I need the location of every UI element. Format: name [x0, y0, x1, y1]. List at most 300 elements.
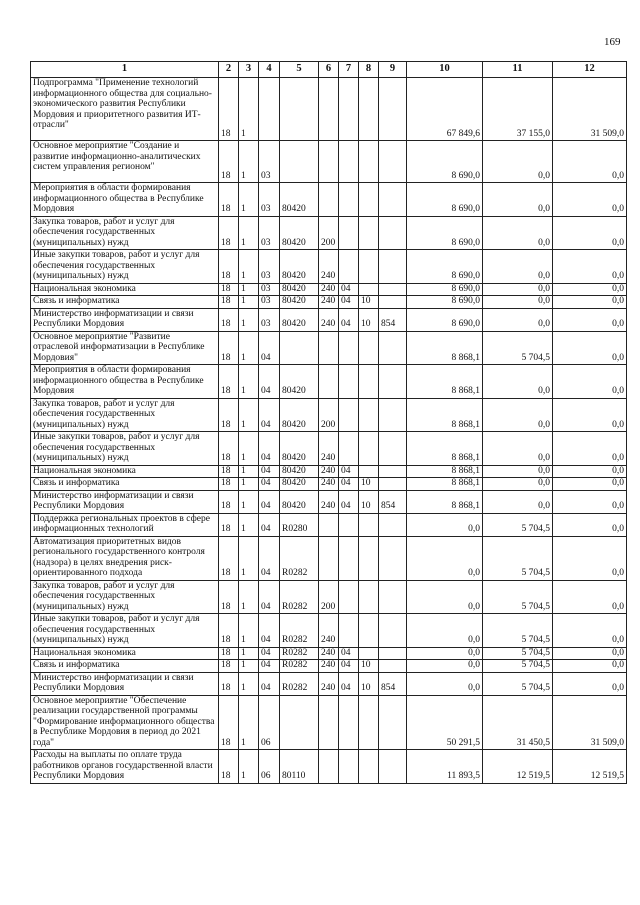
code-col-3: 1	[239, 250, 259, 284]
amount-col-11: 37 155,0	[483, 78, 553, 141]
code-col-5	[280, 141, 319, 183]
amount-col-12: 0,0	[553, 331, 627, 365]
row-name: Мероприятия в области формирования информационного общества в Республике Мордовия	[31, 365, 219, 399]
code-col-3: 1	[239, 536, 259, 580]
code-col-2: 18	[219, 647, 239, 660]
amount-col-10: 11 893,5	[407, 750, 483, 784]
code-col-9	[379, 331, 407, 365]
code-col-5: 80420	[280, 216, 319, 250]
header-cell: 9	[379, 62, 407, 78]
amount-col-12: 0,0	[553, 465, 627, 478]
code-col-3: 1	[239, 283, 259, 296]
code-col-4: 04	[259, 513, 280, 536]
code-col-2: 18	[219, 695, 239, 750]
amount-col-10: 8 868,1	[407, 432, 483, 466]
code-col-3: 1	[239, 695, 259, 750]
amount-col-12: 0,0	[553, 513, 627, 536]
code-col-2: 18	[219, 183, 239, 217]
table-row	[31, 750, 627, 784]
amount-col-11: 31 450,5	[483, 695, 553, 750]
code-col-4: 03	[259, 283, 280, 296]
amount-col-11: 0,0	[483, 308, 553, 331]
code-col-2: 18	[219, 296, 239, 309]
table-row	[31, 647, 627, 660]
header-cell: 11	[483, 62, 553, 78]
code-col-7: 04	[339, 296, 359, 309]
code-col-3: 1	[239, 432, 259, 466]
amount-col-11: 5 704,5	[483, 331, 553, 365]
code-col-5: 80420	[280, 183, 319, 217]
code-col-3: 1	[239, 478, 259, 491]
code-col-3: 1	[239, 308, 259, 331]
code-col-5: 80420	[280, 478, 319, 491]
code-col-7	[339, 250, 359, 284]
code-col-7	[339, 580, 359, 614]
code-col-7: 04	[339, 478, 359, 491]
code-col-7	[339, 365, 359, 399]
amount-col-10: 8 690,0	[407, 216, 483, 250]
code-col-6: 240	[319, 614, 339, 648]
code-col-3: 1	[239, 580, 259, 614]
table-row	[31, 490, 627, 513]
code-col-9	[379, 398, 407, 432]
table-row	[31, 465, 627, 478]
code-col-8	[359, 750, 379, 784]
code-col-4: 03	[259, 183, 280, 217]
code-col-3: 1	[239, 647, 259, 660]
table-row	[31, 331, 627, 365]
code-col-4: 04	[259, 672, 280, 695]
code-col-9	[379, 660, 407, 673]
code-col-4: 04	[259, 614, 280, 648]
amount-col-11: 0,0	[483, 296, 553, 309]
code-col-8	[359, 283, 379, 296]
amount-col-10: 8 690,0	[407, 283, 483, 296]
amount-col-12: 0,0	[553, 536, 627, 580]
code-col-8	[359, 398, 379, 432]
amount-col-12: 0,0	[553, 660, 627, 673]
code-col-4: 04	[259, 432, 280, 466]
code-col-6: 240	[319, 490, 339, 513]
code-col-5: 80420	[280, 308, 319, 331]
code-col-6	[319, 365, 339, 399]
code-col-5: 80110	[280, 750, 319, 784]
row-name: Основное мероприятие "Развитие отраслевой информатизации в Республике Мордовия"	[31, 331, 219, 365]
code-col-5: 80420	[280, 296, 319, 309]
table-row	[31, 141, 627, 183]
code-col-2: 18	[219, 490, 239, 513]
code-col-6	[319, 536, 339, 580]
code-col-5: 80420	[280, 250, 319, 284]
code-col-6: 240	[319, 432, 339, 466]
amount-col-12: 0,0	[553, 183, 627, 217]
amount-col-11: 5 704,5	[483, 580, 553, 614]
amount-col-10: 8 690,0	[407, 141, 483, 183]
code-col-2: 18	[219, 465, 239, 478]
amount-col-10: 8 868,1	[407, 490, 483, 513]
table-row	[31, 250, 627, 284]
amount-col-11: 0,0	[483, 216, 553, 250]
amount-col-10: 8 868,1	[407, 478, 483, 491]
amount-col-11: 0,0	[483, 250, 553, 284]
code-col-6: 200	[319, 398, 339, 432]
code-col-4: 06	[259, 695, 280, 750]
code-col-4: 03	[259, 141, 280, 183]
table-row	[31, 672, 627, 695]
table-row	[31, 580, 627, 614]
code-col-9	[379, 432, 407, 466]
code-col-6: 240	[319, 478, 339, 491]
code-col-6	[319, 695, 339, 750]
header-cell: 12	[553, 62, 627, 78]
code-col-4: 03	[259, 216, 280, 250]
code-col-7	[339, 398, 359, 432]
code-col-7: 04	[339, 490, 359, 513]
row-name: Закупка товаров, работ и услуг для обеспечения государственных (муниципальных) нужд	[31, 398, 219, 432]
row-name: Национальная экономика	[31, 283, 219, 296]
code-col-2: 18	[219, 513, 239, 536]
code-col-9	[379, 513, 407, 536]
code-col-2: 18	[219, 216, 239, 250]
code-col-9	[379, 614, 407, 648]
amount-col-11: 0,0	[483, 183, 553, 217]
code-col-3: 1	[239, 750, 259, 784]
amount-col-10: 8 690,0	[407, 183, 483, 217]
code-col-4: 04	[259, 398, 280, 432]
code-col-8	[359, 580, 379, 614]
code-col-5	[280, 695, 319, 750]
code-col-6: 200	[319, 216, 339, 250]
table-row	[31, 308, 627, 331]
amount-col-12: 0,0	[553, 216, 627, 250]
code-col-4: 03	[259, 296, 280, 309]
code-col-2: 18	[219, 672, 239, 695]
code-col-4: 04	[259, 365, 280, 399]
amount-col-11: 12 519,5	[483, 750, 553, 784]
header-cell: 7	[339, 62, 359, 78]
amount-col-10: 0,0	[407, 580, 483, 614]
header-cell: 4	[259, 62, 280, 78]
code-col-3: 1	[239, 296, 259, 309]
amount-col-10: 67 849,6	[407, 78, 483, 141]
code-col-8	[359, 141, 379, 183]
code-col-5: R0282	[280, 580, 319, 614]
page-number: 169	[604, 36, 621, 48]
amount-col-12: 31 509,0	[553, 695, 627, 750]
code-col-8	[359, 695, 379, 750]
code-col-3: 1	[239, 660, 259, 673]
code-col-2: 18	[219, 283, 239, 296]
amount-col-11: 0,0	[483, 365, 553, 399]
code-col-8	[359, 250, 379, 284]
code-col-7	[339, 695, 359, 750]
code-col-4: 04	[259, 331, 280, 365]
code-col-8: 10	[359, 672, 379, 695]
code-col-6: 240	[319, 296, 339, 309]
row-name: Национальная экономика	[31, 647, 219, 660]
code-col-2: 18	[219, 478, 239, 491]
code-col-3: 1	[239, 216, 259, 250]
amount-col-11: 5 704,5	[483, 536, 553, 580]
code-col-8	[359, 536, 379, 580]
code-col-7	[339, 216, 359, 250]
row-name: Подпрограмма "Применение технологий информационного общества для социально-экономического развития Республики Мордовия и приоритетного развития ИТ-отрасли"	[31, 78, 219, 141]
row-name: Поддержка региональных проектов в сфере информационных технологий	[31, 513, 219, 536]
code-col-8	[359, 614, 379, 648]
code-col-7: 04	[339, 308, 359, 331]
code-col-2: 18	[219, 614, 239, 648]
table-row	[31, 398, 627, 432]
code-col-8	[359, 432, 379, 466]
amount-col-10: 0,0	[407, 660, 483, 673]
code-col-6: 240	[319, 660, 339, 673]
code-col-8: 10	[359, 296, 379, 309]
code-col-5: 80420	[280, 465, 319, 478]
code-col-7	[339, 183, 359, 217]
code-col-3: 1	[239, 490, 259, 513]
row-name: Закупка товаров, работ и услуг для обеспечения государственных (муниципальных) нужд	[31, 580, 219, 614]
code-col-2: 18	[219, 432, 239, 466]
code-col-6	[319, 141, 339, 183]
table-row	[31, 660, 627, 673]
table-row	[31, 695, 627, 750]
amount-col-10: 8 690,0	[407, 296, 483, 309]
code-col-2: 18	[219, 536, 239, 580]
code-col-2: 18	[219, 398, 239, 432]
table-row	[31, 478, 627, 491]
amount-col-12: 0,0	[553, 141, 627, 183]
header-cell: 6	[319, 62, 339, 78]
code-col-3: 1	[239, 183, 259, 217]
code-col-5: R0282	[280, 536, 319, 580]
header-cell: 5	[280, 62, 319, 78]
amount-col-10: 50 291,5	[407, 695, 483, 750]
code-col-8	[359, 183, 379, 217]
code-col-8	[359, 465, 379, 478]
code-col-8: 10	[359, 490, 379, 513]
code-col-7: 04	[339, 283, 359, 296]
table-row	[31, 536, 627, 580]
code-col-6	[319, 183, 339, 217]
code-col-2: 18	[219, 308, 239, 331]
code-col-9	[379, 365, 407, 399]
table-row	[31, 216, 627, 250]
code-col-7	[339, 432, 359, 466]
table-row	[31, 365, 627, 399]
amount-col-10: 8 868,1	[407, 398, 483, 432]
code-col-7	[339, 536, 359, 580]
code-col-2: 18	[219, 365, 239, 399]
code-col-2: 18	[219, 331, 239, 365]
code-col-5: R0282	[280, 614, 319, 648]
code-col-2: 18	[219, 141, 239, 183]
row-name: Министерство информатизации и связи Республики Мордовия	[31, 490, 219, 513]
code-col-5: 80420	[280, 283, 319, 296]
row-name: Расходы на выплаты по оплате труда работников органов государственной власти Республики Мордовия	[31, 750, 219, 784]
code-col-5: 80420	[280, 432, 319, 466]
code-col-5	[280, 331, 319, 365]
amount-col-11: 0,0	[483, 490, 553, 513]
amount-col-11: 5 704,5	[483, 614, 553, 648]
amount-col-11: 0,0	[483, 478, 553, 491]
code-col-4: 04	[259, 490, 280, 513]
code-col-2: 18	[219, 78, 239, 141]
code-col-6: 240	[319, 465, 339, 478]
amount-col-11: 0,0	[483, 398, 553, 432]
amount-col-11: 5 704,5	[483, 660, 553, 673]
row-name: Связь и информатика	[31, 660, 219, 673]
budget-table	[30, 61, 627, 784]
amount-col-10: 0,0	[407, 536, 483, 580]
row-name: Автоматизация приоритетных видов регионального государственного контроля (надзора) в целях внедрения риск-ориентированного подхода	[31, 536, 219, 580]
table-row	[31, 513, 627, 536]
code-col-3: 1	[239, 141, 259, 183]
code-col-4: 03	[259, 308, 280, 331]
amount-col-12: 0,0	[553, 398, 627, 432]
code-col-4: 06	[259, 750, 280, 784]
code-col-5: 80420	[280, 365, 319, 399]
code-col-7: 04	[339, 465, 359, 478]
code-col-6	[319, 750, 339, 784]
row-name: Связь и информатика	[31, 478, 219, 491]
amount-col-10: 8 690,0	[407, 250, 483, 284]
code-col-9	[379, 250, 407, 284]
header-cell: 2	[219, 62, 239, 78]
amount-col-10: 0,0	[407, 672, 483, 695]
code-col-4: 04	[259, 465, 280, 478]
code-col-4: 04	[259, 647, 280, 660]
row-name: Закупка товаров, работ и услуг для обеспечения государственных (муниципальных) нужд	[31, 216, 219, 250]
code-col-9	[379, 283, 407, 296]
header-cell: 8	[359, 62, 379, 78]
amount-col-12: 0,0	[553, 647, 627, 660]
amount-col-11: 0,0	[483, 283, 553, 296]
code-col-9: 854	[379, 308, 407, 331]
code-col-3: 1	[239, 78, 259, 141]
code-col-8	[359, 647, 379, 660]
row-name: Связь и информатика	[31, 296, 219, 309]
code-col-9	[379, 478, 407, 491]
code-col-9: 854	[379, 672, 407, 695]
amount-col-11: 0,0	[483, 465, 553, 478]
row-name: Национальная экономика	[31, 465, 219, 478]
code-col-7	[339, 78, 359, 141]
code-col-5: R0282	[280, 660, 319, 673]
code-col-3: 1	[239, 398, 259, 432]
code-col-9: 854	[379, 490, 407, 513]
code-col-7	[339, 513, 359, 536]
code-col-4: 03	[259, 250, 280, 284]
code-col-8	[359, 513, 379, 536]
code-col-5: R0282	[280, 672, 319, 695]
code-col-9	[379, 183, 407, 217]
code-col-4	[259, 78, 280, 141]
code-col-7: 04	[339, 647, 359, 660]
amount-col-10: 8 868,1	[407, 365, 483, 399]
amount-col-12: 31 509,0	[553, 78, 627, 141]
code-col-9	[379, 216, 407, 250]
table-row	[31, 283, 627, 296]
amount-col-10: 0,0	[407, 513, 483, 536]
amount-col-11: 5 704,5	[483, 672, 553, 695]
amount-col-12: 0,0	[553, 478, 627, 491]
code-col-8: 10	[359, 660, 379, 673]
code-col-3: 1	[239, 331, 259, 365]
code-col-9	[379, 78, 407, 141]
table-row	[31, 296, 627, 309]
amount-col-11: 5 704,5	[483, 513, 553, 536]
code-col-8	[359, 78, 379, 141]
row-name: Министерство информатизации и связи Республики Мордовия	[31, 308, 219, 331]
code-col-4: 04	[259, 478, 280, 491]
code-col-7	[339, 750, 359, 784]
code-col-6: 200	[319, 580, 339, 614]
row-name: Иные закупки товаров, работ и услуг для обеспечения государственных (муниципальных) нужд	[31, 250, 219, 284]
code-col-6: 240	[319, 283, 339, 296]
code-col-2: 18	[219, 750, 239, 784]
row-name: Мероприятия в области формирования информационного общества в Республике Мордовия	[31, 183, 219, 217]
amount-col-11: 0,0	[483, 141, 553, 183]
amount-col-12: 0,0	[553, 365, 627, 399]
code-col-5: 80420	[280, 490, 319, 513]
header-cell: 10	[407, 62, 483, 78]
row-name: Иные закупки товаров, работ и услуг для обеспечения государственных (муниципальных) нужд	[31, 614, 219, 648]
code-col-3: 1	[239, 365, 259, 399]
amount-col-10: 8 868,1	[407, 331, 483, 365]
row-name: Основное мероприятие "Обеспечение реализации государственной программы "Формирование информационного общества в Республике Мордовия в период до 2021 года"	[31, 695, 219, 750]
code-col-9	[379, 580, 407, 614]
amount-col-12: 0,0	[553, 432, 627, 466]
amount-col-12: 0,0	[553, 308, 627, 331]
amount-col-10: 8 868,1	[407, 465, 483, 478]
code-col-4: 04	[259, 660, 280, 673]
code-col-7: 04	[339, 660, 359, 673]
amount-col-12: 12 519,5	[553, 750, 627, 784]
code-col-8: 10	[359, 308, 379, 331]
code-col-3: 1	[239, 513, 259, 536]
code-col-6: 240	[319, 250, 339, 284]
code-col-2: 18	[219, 580, 239, 614]
amount-col-12: 0,0	[553, 296, 627, 309]
amount-col-12: 0,0	[553, 250, 627, 284]
table-row	[31, 78, 627, 141]
code-col-6	[319, 513, 339, 536]
code-col-5: R0282	[280, 647, 319, 660]
code-col-6: 240	[319, 647, 339, 660]
code-col-7	[339, 331, 359, 365]
code-col-9	[379, 750, 407, 784]
amount-col-11: 0,0	[483, 432, 553, 466]
table-header-row	[31, 62, 627, 78]
amount-col-12: 0,0	[553, 490, 627, 513]
code-col-8: 10	[359, 478, 379, 491]
code-col-6	[319, 78, 339, 141]
amount-col-10: 0,0	[407, 614, 483, 648]
code-col-8	[359, 331, 379, 365]
code-col-3: 1	[239, 614, 259, 648]
table-row	[31, 614, 627, 648]
table-row	[31, 432, 627, 466]
code-col-9	[379, 141, 407, 183]
code-col-9	[379, 536, 407, 580]
amount-col-10: 8 690,0	[407, 308, 483, 331]
code-col-4: 04	[259, 536, 280, 580]
code-col-5: R0280	[280, 513, 319, 536]
code-col-7	[339, 614, 359, 648]
row-name: Основное мероприятие "Создание и развитие информационно-аналитических систем управления регионом"	[31, 141, 219, 183]
code-col-6: 240	[319, 308, 339, 331]
code-col-8	[359, 216, 379, 250]
